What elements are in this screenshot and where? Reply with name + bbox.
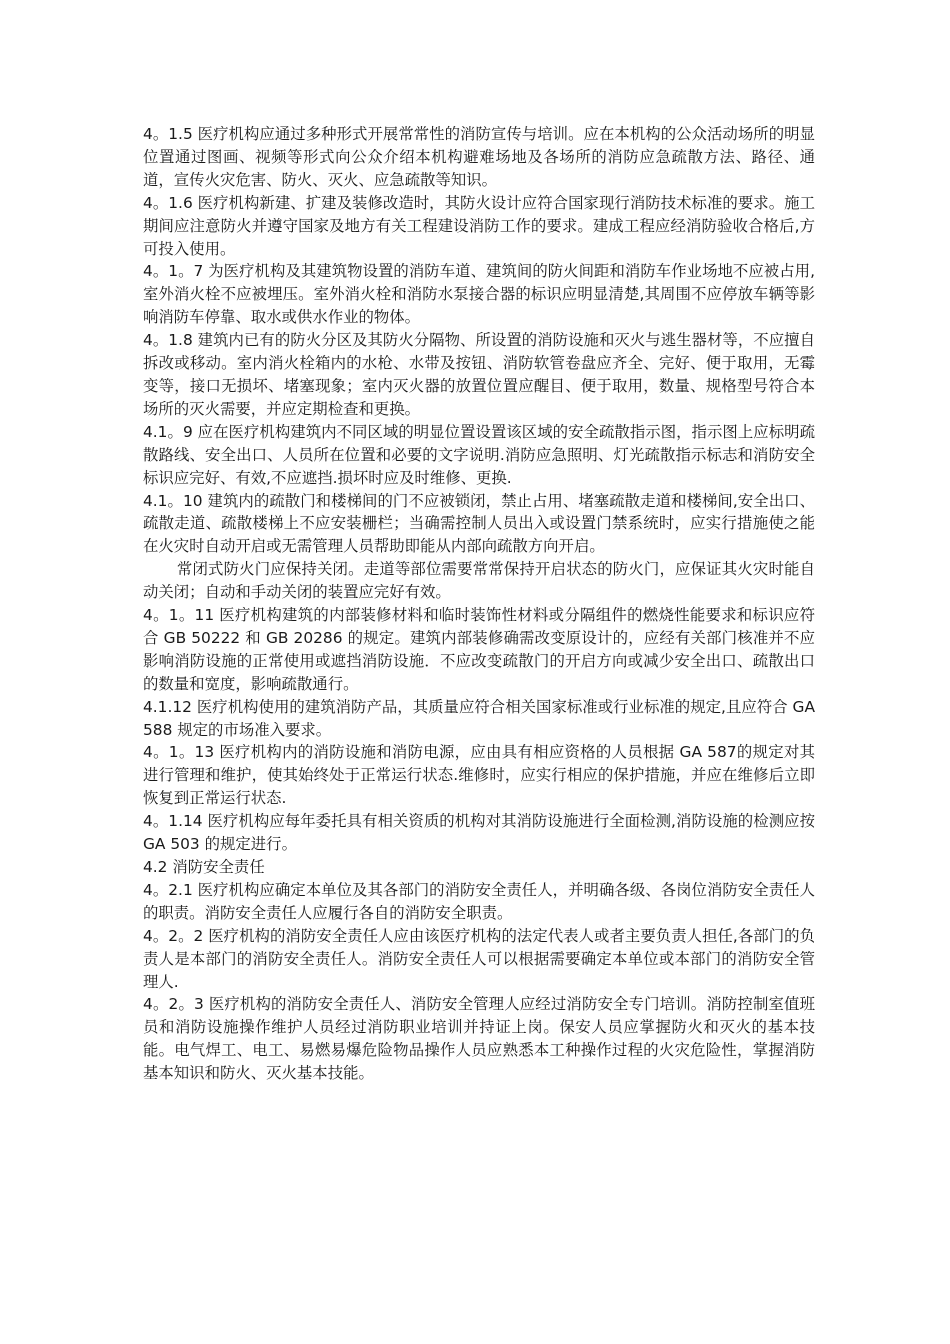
clause-4-1-5: 4。1.5 医疗机构应通过多种形式开展常常性的消防宣传与培训。应在本机构的公众活动场所的明显位置通过图画、视频等形式向公众介绍本机构避难场地及各场所的消防应急疏散方法、路径、通道，宣传火灾危害、防火、灭火、应急疏散等知识。 bbox=[143, 125, 815, 189]
clause-4-2-3: 4。2。3 医疗机构的消防安全责任人、消防安全管理人应经过消防安全专门培训。消防控制室值班员和消防设施操作维护人员经过消防职业培训并持证上岗。保安人员应掌握防火和灭火的基本技能。电气焊工、电工、易燃易爆危险物品操作人员应熟悉本工种操作过程的火灾危险性，掌握消防基本知识和防火、灭火基本技能。 bbox=[143, 995, 815, 1083]
clause-4-2-1: 4。2.1 医疗机构应确定本单位及其各部门的消防安全责任人，并明确各级、各岗位消防安全责任人的职责。消防安全责任人应履行各自的消防安全职责。 bbox=[143, 880, 815, 922]
clause-4-1-14: 4。1.14 医疗机构应每年委托具有相关资质的机构对其消防设施进行全面检测,消防设施的检测应按 GA 503 的规定进行。 bbox=[143, 812, 815, 854]
clause-4-1-12: 4.1.12 医疗机构使用的建筑消防产品，其质量应符合相关国家标准或行业标准的规定,且应符合 GA 588 规定的市场准入要求。 bbox=[143, 697, 815, 739]
clause-4-1-7: 4。1。7 为医疗机构及其建筑物设置的消防车道、建筑间的防火间距和消防车作业场地不应被占用,室外消火栓不应被埋压。室外消火栓和消防水泵接合器的标识应明显清楚,其周围不应停放车辆等影响消防车停靠、取水或供水作业的物体。 bbox=[143, 262, 815, 327]
clause-4-1-13: 4。1。13 医疗机构内的消防设施和消防电源，应由具有相应资格的人员根据 GA 587的规定对其进行管理和维护，使其始终处于正常运行状态.维修时，应实行相应的保护措施，并应在维修后立即恢复到正常运行状态. bbox=[143, 743, 815, 808]
clause-4-1-8: 4。1.8 建筑内已有的防火分区及其防火分隔物、所设置的消防设施和灭火与逃生器材等，不应擅自拆改或移动。室内消火栓箱内的水枪、水带及按钮、消防软管卷盘应齐全、完好、便于取用，无霉变等，接口无损坏、堵塞现象；室内灭火器的放置位置应醒目、便于取用，数量、规格型号符合本场所的灭火需要，并应定期检查和更换。 bbox=[143, 331, 815, 418]
clause-4-1-6: 4。1.6 医疗机构新建、扩建及装修改造时，其防火设计应符合国家现行消防技术标准的要求。施工期间应注意防火并遵守国家及地方有关工程建设消防工作的要求。建成工程应经消防验收合格后,方可投入使用。 bbox=[143, 193, 815, 258]
clause-4-1-10-continuation: 常闭式防火门应保持关闭。走道等部位需要常常保持开启状态的防火门，应保证其火灾时能自动关闭；自动和手动关闭的装置应完好有效。 bbox=[143, 560, 815, 602]
clause-4-1-11: 4。1。11 医疗机构建筑的内部装修材料和临时装饰性材料或分隔组件的燃烧性能要求和标识应符合 GB 50222 和 GB 20286 的规定。建筑内部装修确需改变原设计的，应经有关部门核准并不应影响消防设施的正常使用或遮挡消防设施．不应改变疏散门的开启方向或减少安全出口、疏散出口的数量和宽度，影响疏散通行。 bbox=[143, 606, 815, 693]
document-body bbox=[143, 123, 815, 1085]
clause-4-1-10: 4.1。10 建筑内的疏散门和楼梯间的门不应被锁闭，禁止占用、堵塞疏散走道和楼梯间,安全出口、疏散走道、疏散楼梯上不应安装栅栏；当确需控制人员出入或设置门禁系统时，应实行措施使之能在火灾时自动开启或无需管理人员帮助即能从内部向疏散方向开启。 bbox=[143, 491, 815, 556]
section-heading-4-2: 4.2 消防安全责任 bbox=[143, 858, 265, 876]
clause-4-2-2: 4。2。2 医疗机构的消防安全责任人应由该医疗机构的法定代表人或者主要负责人担任,各部门的负责人是本部门的消防安全责任人。消防安全责任人可以根据需要确定本单位或本部门的消防安全管理人. bbox=[143, 926, 815, 991]
clause-4-1-9: 4.1。9 应在医疗机构建筑内不同区域的明显位置设置该区域的安全疏散指示图，指示图上应标明疏散路线、安全出口、人员所在位置和必要的文字说明.消防应急照明、灯光疏散指示标志和消防安全标识应完好、有效,不应遮挡.损坏时应及时维修、更换. bbox=[143, 422, 815, 487]
